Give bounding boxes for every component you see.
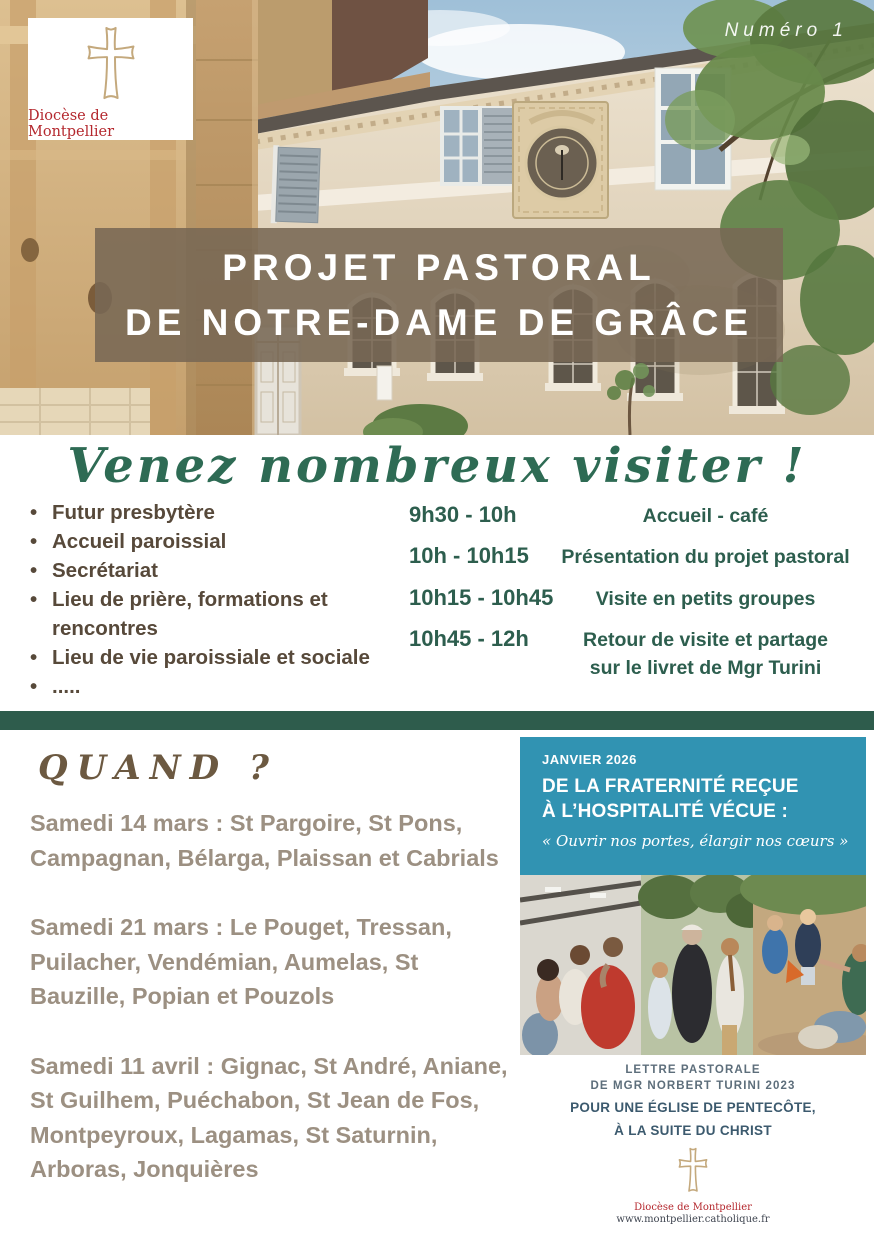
pastoral-letter-cover <box>520 737 866 1225</box>
visit-columns <box>0 498 874 701</box>
banner-line-2: DE NOTRE-DAME DE GRÂCE <box>124 301 754 343</box>
diocese-logo <box>28 18 193 140</box>
date-paragraph: Samedi 21 mars : Le Pouget, Tressan, Puilacher, Vendémian, Aumelas, St Bauzille, Popian et Pouzols <box>30 914 452 1010</box>
visit-title: Venez nombreux visiter ! <box>67 438 807 494</box>
schedule-desc <box>545 626 866 683</box>
shuttered-window <box>440 106 520 186</box>
schedule-desc: Visite en petits groupes <box>595 587 816 610</box>
schedule-row <box>385 543 866 571</box>
cover-footer-line3: POUR UNE ÉGLISE DE PENTECÔTE, <box>570 1100 816 1116</box>
visit-bullet-list <box>0 498 385 701</box>
cover-website: www.montpellier.catholique.fr <box>616 1214 770 1226</box>
schedule-time: 10h45 - 12h <box>409 625 529 651</box>
list-item: • Accueil paroissial <box>52 527 385 556</box>
schedule-time: 9h30 - 10h <box>409 502 517 527</box>
cover-date: JANVIER 2026 <box>542 752 637 767</box>
date-paragraph: Samedi 11 avril : Gignac, St André, Aniane, St Guilhem, Puéchabon, St Jean de Fos, Montpeyroux, Lagamas, St Saturnin, Arboras, Jonquières <box>30 1052 508 1183</box>
schedule-row <box>385 585 866 613</box>
when-title: QUAND ? <box>38 748 278 788</box>
sundial <box>513 102 608 218</box>
list-item: • Secrétariat <box>52 556 385 585</box>
cover-title-line1: DE LA FRATERNITÉ REÇUE <box>542 776 799 797</box>
schedule-desc-line1: Retour de visite et partage <box>583 628 828 651</box>
diocese-logo-text: Diocèse de Montpellier <box>28 108 115 140</box>
schedule <box>385 498 874 701</box>
list-item: • Lieu de prière, formations et rencontres <box>52 585 385 643</box>
cover-footer-line4: À LA SUITE DU CHRIST <box>614 1123 772 1139</box>
stone-tower <box>196 0 258 435</box>
list-item: • Lieu de vie paroissiale et sociale <box>52 643 385 672</box>
green-divider <box>0 711 874 730</box>
schedule-row <box>385 626 866 683</box>
cross-icon <box>673 1146 713 1196</box>
cover-diocese-logo <box>520 1146 866 1201</box>
banner-line-1: PROJET PASTORAL <box>222 246 656 288</box>
cover-footer-line1: LETTRE PASTORALE <box>625 1064 761 1076</box>
schedule-desc-line2: sur le livret de Mgr Turini <box>589 657 822 680</box>
issue-number: Numéro 1 <box>724 20 848 41</box>
cover-subtitle: « Ouvrir nos portes, élargir nos cœurs » <box>542 832 849 851</box>
list-item: • ..... <box>52 672 385 701</box>
title-banner <box>95 228 783 362</box>
cover-header <box>520 737 866 875</box>
cover-footer <box>520 1055 866 1225</box>
date-paragraph: Samedi 14 mars : St Pargoire, St Pons, Campagnan, Bélarga, Plaissan et Cabrials <box>30 810 499 871</box>
cover-photo <box>520 875 866 1055</box>
list-item: • Futur presbytère <box>52 498 385 527</box>
schedule-desc: Accueil - café <box>642 505 769 527</box>
church-photo <box>0 0 874 435</box>
cover-footer-line2: DE MGR NORBERT TURINI 2023 <box>590 1079 796 1092</box>
schedule-time: 10h15 - 10h45 <box>409 584 554 610</box>
schedule-time: 10h - 10h15 <box>409 543 529 569</box>
schedule-desc: Présentation du projet pastoral <box>561 546 850 569</box>
cover-photo-illustration <box>520 875 866 1055</box>
schedule-row <box>385 502 866 530</box>
dates-list <box>30 806 508 1222</box>
cross-icon <box>76 24 146 106</box>
grey-shutter <box>271 145 321 225</box>
cover-diocese-name: Diocèse de Montpellier <box>634 1202 752 1214</box>
cover-title-line2: À L’HOSPITALITÉ VÉCUE : <box>542 801 788 823</box>
